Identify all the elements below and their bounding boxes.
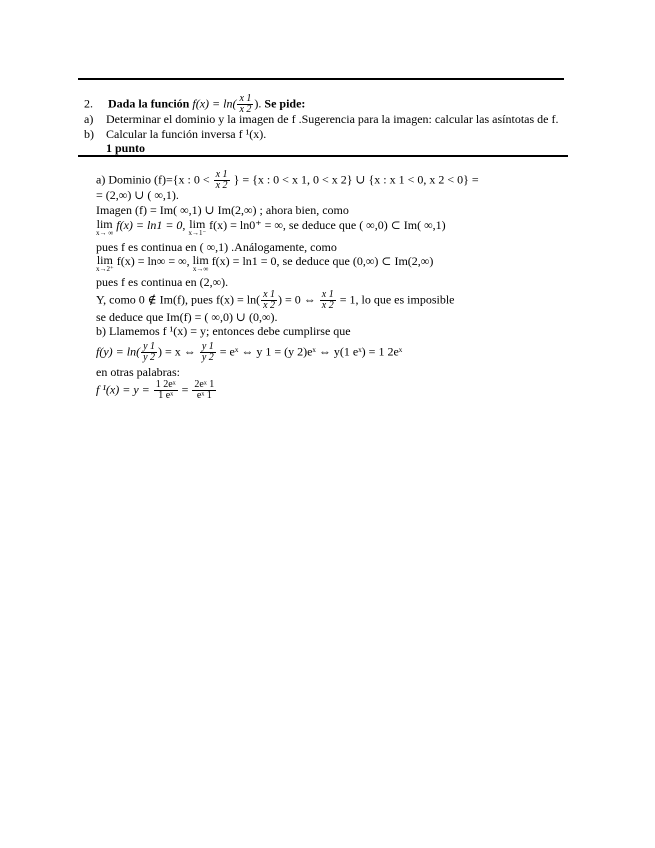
- sol-line-7: pues f es continua en (2,∞).: [96, 275, 229, 289]
- part-a: [84, 112, 559, 126]
- problem-number: 2.: [84, 96, 93, 111]
- sol-line-3: Imagen (f) = Im( ∞,1) ∪ Im(2,∞) ; ahora bien, como: [96, 203, 349, 217]
- sol-line-8: Y, como 0 ∉ Im(f), pues f(x) = ln( $\frac{x 1}{x 2}$ ) = 0 ⇔ $\frac{x 1}{x 2}$ = 1, lo que es imposible: [96, 289, 455, 311]
- sol-line-2: = (2,∞) ∪ ( ∞,1).: [96, 188, 179, 202]
- se-pide: Se pide:: [264, 96, 306, 111]
- function-close: ).: [254, 96, 262, 111]
- part-b-label: b): [84, 127, 94, 141]
- sol-line-4: lim x→ ∞ f(x) = ln1 = 0, lim x→1⁻ f(x) = ln0⁺ = ∞, se deduce que ( ∞,0) ⊂ Im( ∞,1): [96, 217, 446, 237]
- function-def: f(x) = ln(: [192, 96, 237, 111]
- sol-line-5: pues f es continua en ( ∞,1) .Análogamente, como: [96, 240, 337, 254]
- top-rule: [78, 78, 564, 80]
- part-b-text: Calcular la función inversa f ¹(x).: [106, 127, 267, 141]
- function-fraction: $\frac{x 1}{x 2}$: [239, 93, 252, 115]
- sol-line-1: a) Dominio (f)={x : 0 < $\frac{x 1}{x 2}$ } = {x : 0 < x 1, 0 < x 2} ∪ {x : x 1 < 0, x 2 < 0} =: [96, 169, 479, 191]
- problem-title: Dada la función: [108, 96, 190, 111]
- points: 1 punto: [106, 141, 146, 155]
- part-a-text: Determinar el dominio y la imagen de f .Sugerencia para la imagen: calcular las asíntotas de f.: [106, 112, 559, 126]
- sol-line-6: lim x→2⁺ f(x) = ln∞ = ∞, lim x→∞ f(x) = ln1 = 0, se deduce que (0,∞) ⊂ Im(2,∞): [96, 253, 434, 273]
- part-a-label: a): [84, 112, 94, 126]
- section-rule: [78, 155, 568, 157]
- sol-line-9: se deduce que Im(f) = ( ∞,0) ∪ (0,∞).: [96, 310, 278, 324]
- sol-line-12: en otras palabras:: [96, 365, 180, 379]
- sol-line-13: f ¹(x) = y = $\frac{\text{1 2eˣ}}{\text{1 eˣ}}$ = $\frac{\text{2eˣ 1}}{\text{eˣ 1}}$: [96, 379, 215, 401]
- part-b: [84, 127, 267, 141]
- sol-line-11: f(y) = ln( $\frac{y 1}{y 2}$ ) = x ⇔ $\frac{y 1}{y 2}$ = eˣ ⇔ y 1 = (y 2)eˣ ⇔ y(1 eˣ) = 1 2eˣ: [96, 341, 403, 363]
- sol-line-10: b) Llamemos f ¹(x) = y; entonces debe cumplirse que: [96, 324, 351, 338]
